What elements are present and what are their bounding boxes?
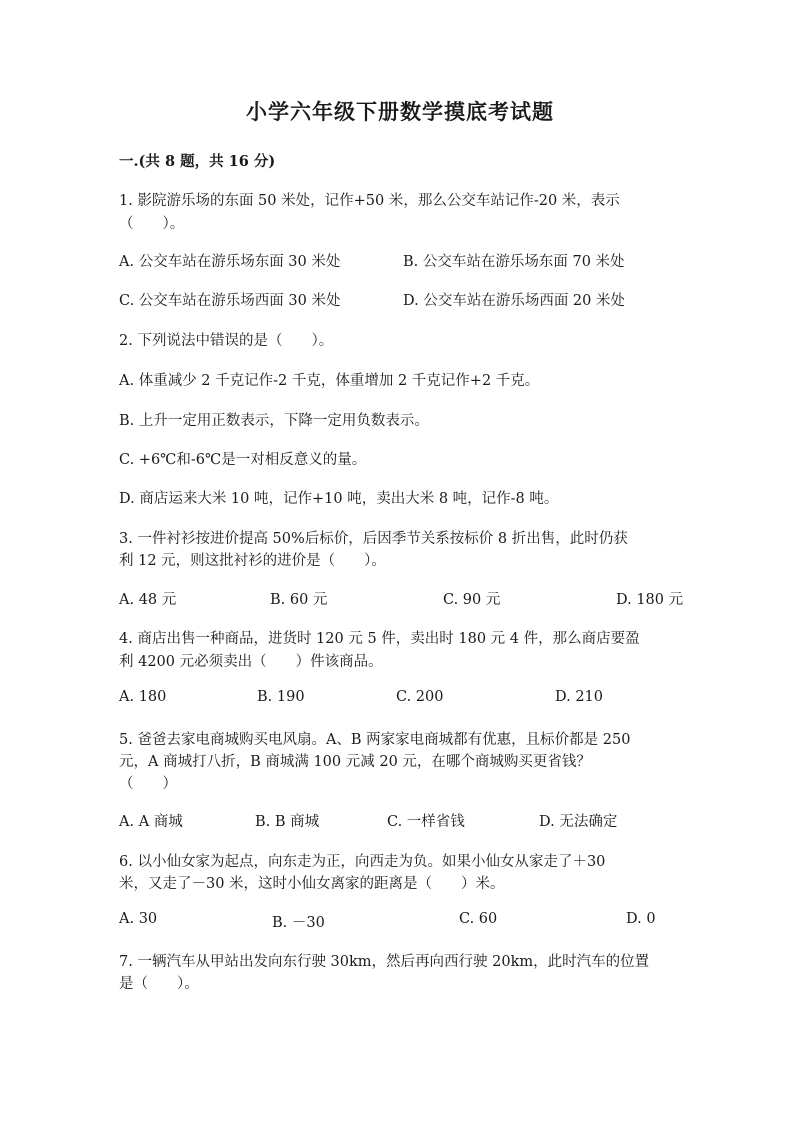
- question-2-option-d: D. 商店运来大米 10 吨，记作+10 吨，卖出大米 8 吨，记作-8 吨。: [119, 491, 559, 507]
- question-6-stem: 6. 以小仙女家为起点，向东走为正，向西走为负。如果小仙女从家走了＋30: [119, 854, 606, 870]
- question-7-stem-cont: 是（ ）。: [119, 976, 199, 992]
- question-2-option-c: C. +6℃和-6℃是一对相反意义的量。: [119, 452, 367, 468]
- question-3-stem: 3. 一件衬衫按进价提高 50%后标价，后因季节关系按标价 8 折出售，此时仍获: [119, 531, 628, 547]
- question-3-stem-cont: 利 12 元，则这批衬衫的进价是（ ）。: [119, 553, 386, 569]
- question-1-option-a: A. 公交车站在游乐场东面 30 米处: [119, 254, 341, 270]
- question-5-stem-cont2: （ ）: [119, 776, 177, 792]
- question-6-option-b: B. －30: [272, 915, 325, 931]
- question-6-option-d: D. 0: [626, 911, 656, 927]
- question-1-option-b: B. 公交车站在游乐场东面 70 米处: [403, 254, 625, 270]
- question-2-stem: 2. 下列说法中错误的是（ ）。: [119, 333, 334, 349]
- question-3-option-b: B. 60 元: [270, 592, 328, 608]
- question-4-stem: 4. 商店出售一种商品，进货时 120 元 5 件，卖出时 180 元 4 件，那么商店要盈: [119, 631, 640, 647]
- question-2-option-a: A. 体重减少 2 千克记作-2 千克，体重增加 2 千克记作+2 千克。: [119, 373, 540, 389]
- question-6-stem-cont: 米，又走了－30 米，这时小仙女离家的距离是（ ）米。: [119, 876, 505, 892]
- question-6-option-c: C. 60: [459, 911, 498, 927]
- question-3-option-a: A. 48 元: [119, 592, 177, 608]
- question-1-option-d: D. 公交车站在游乐场西面 20 米处: [403, 293, 625, 309]
- question-4-option-b: B. 190: [257, 689, 305, 705]
- question-4-option-c: C. 200: [396, 689, 444, 705]
- section-heading: 一.(共 8 题，共 16 分): [119, 153, 276, 170]
- question-5-option-d: D. 无法确定: [539, 814, 618, 830]
- question-1-stem-cont: （ ）。: [119, 216, 185, 232]
- page-title: 小学六年级下册数学摸底考试题: [246, 99, 554, 124]
- question-5-option-b: B. B 商城: [255, 814, 320, 830]
- question-5-stem-cont: 元，A 商城打八折，B 商城满 100 元减 20 元，在哪个商城购买更省钱？: [119, 754, 591, 770]
- question-3-option-d: D. 180 元: [616, 592, 684, 608]
- question-6-option-a: A. 30: [119, 911, 158, 927]
- question-7-stem: 7. 一辆汽车从甲站出发向东行驶 30km，然后再向西行驶 20km，此时汽车的位置: [119, 954, 650, 970]
- question-2-option-b: B. 上升一定用正数表示，下降一定用负数表示。: [119, 413, 429, 429]
- question-5-option-a: A. A 商城: [119, 814, 183, 830]
- question-3-option-c: C. 90 元: [443, 592, 501, 608]
- question-5-stem: 5. 爸爸去家电商城购买电风扇。A、B 两家家电商城都有优惠，且标价都是 250: [119, 732, 631, 748]
- question-4-option-d: D. 210: [555, 689, 604, 705]
- question-1-stem: 1. 影院游乐场的东面 50 米处，记作+50 米，那么公交车站记作-20 米，表示: [119, 193, 620, 209]
- question-5-option-c: C. 一样省钱: [387, 814, 465, 830]
- question-4-option-a: A. 180: [119, 689, 167, 705]
- question-1-option-c: C. 公交车站在游乐场西面 30 米处: [119, 293, 341, 309]
- question-4-stem-cont: 利 4200 元必须卖出（ ）件该商品。: [119, 654, 383, 670]
